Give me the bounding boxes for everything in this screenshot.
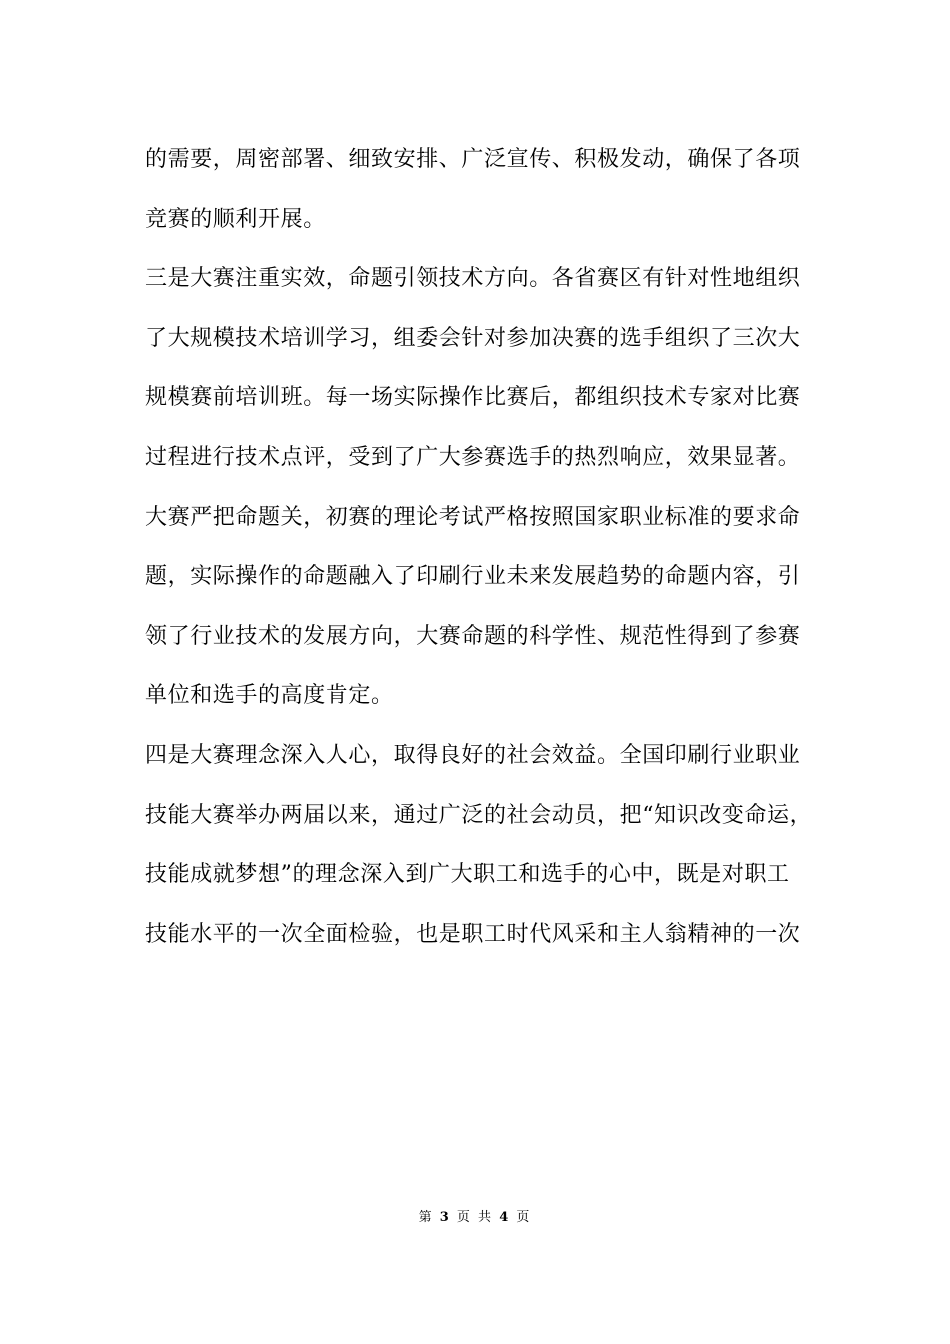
text-line: 竞赛的顺利开展。 bbox=[145, 206, 326, 232]
footer-mid: 页 共 bbox=[456, 1210, 494, 1225]
text-line: 了大规模技术培训学习，组委会针对参加决赛的选手组织了三次大 bbox=[145, 325, 801, 351]
text-line: 过程进行技术点评，受到了广大参赛选手的热烈响应，效果显著。 bbox=[145, 444, 801, 470]
page-footer bbox=[0, 1208, 950, 1228]
text-line: 规模赛前培训班。每一场实际操作比赛后，都组织技术专家对比赛 bbox=[145, 385, 801, 411]
document-body bbox=[145, 130, 825, 964]
current-page-number: 3 bbox=[439, 1210, 451, 1225]
text-line: 的需要，周密部署、细致安排、广泛宣传、积极发动，确保了各项 bbox=[145, 147, 801, 172]
total-pages-number: 4 bbox=[499, 1210, 511, 1225]
text-line: 四是大赛理念深入人心，取得良好的社会效益。全国印刷行业职业 bbox=[145, 742, 801, 768]
text-line: 三是大赛注重实效，命题引领技术方向。各省赛区有针对性地组织 bbox=[145, 266, 801, 292]
text-line: 单位和选手的高度肯定。 bbox=[145, 683, 394, 709]
text-line: 大赛严把命题关，初赛的理论考试严格按照国家职业标准的要求命 bbox=[145, 504, 801, 530]
text-line: 技能水平的一次全面检验，也是职工时代风采和主人翁精神的一次 bbox=[145, 921, 801, 947]
footer-prefix: 第 bbox=[418, 1210, 434, 1225]
text-line: 领了行业技术的发展方向，大赛命题的科学性、规范性得到了参赛 bbox=[145, 623, 801, 649]
footer-suffix: 页 bbox=[516, 1210, 532, 1225]
text-line: 技能大赛举办两届以来，通过广泛的社会动员，把“知识改变命运， bbox=[145, 802, 813, 828]
text-line: 题，实际操作的命题融入了印刷行业未来发展趋势的命题内容，引 bbox=[145, 564, 801, 590]
text-line: 技能成就梦想”的理念深入到广大职工和选手的心中，既是对职工 bbox=[145, 862, 790, 888]
